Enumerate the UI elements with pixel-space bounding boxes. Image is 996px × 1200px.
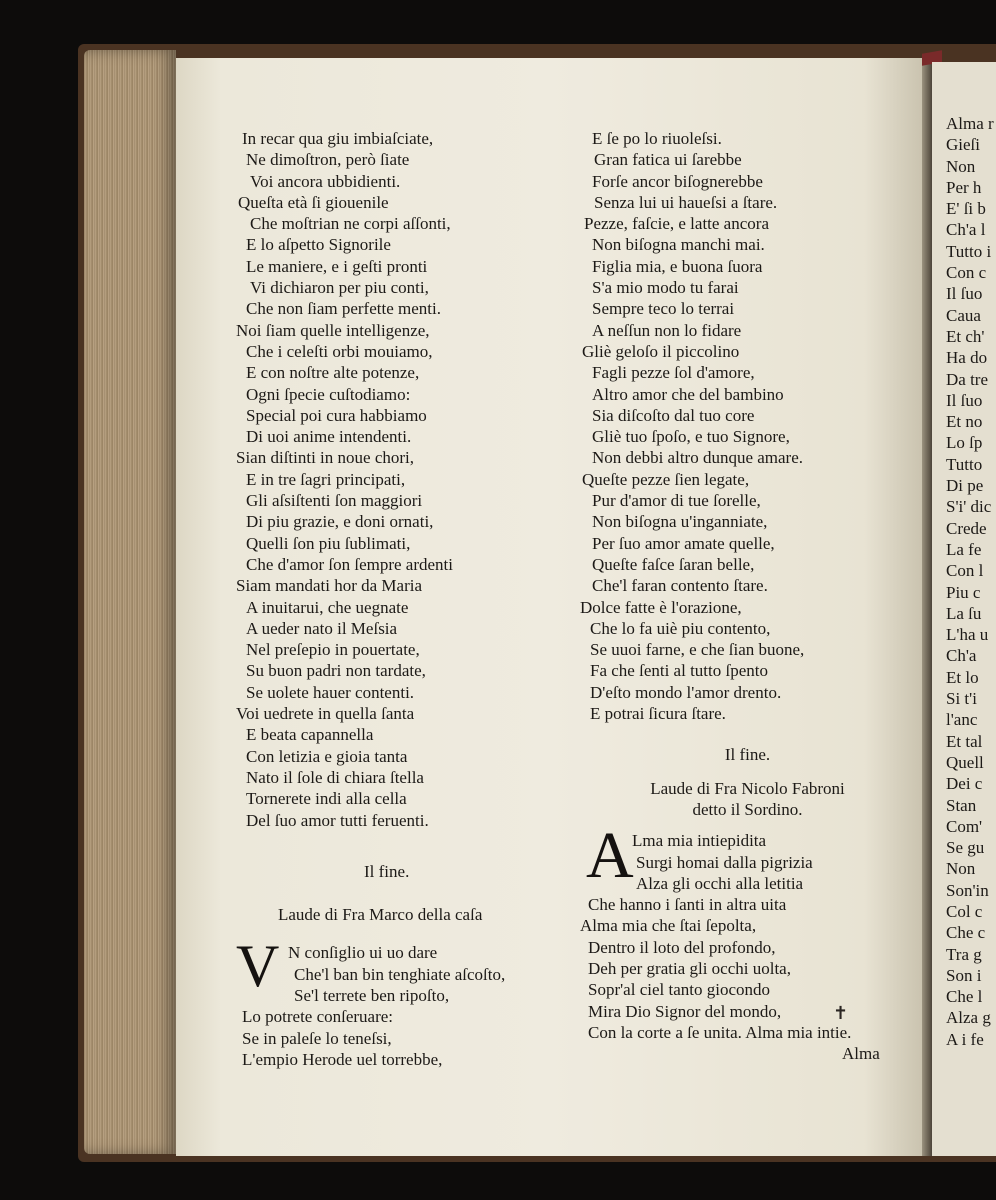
verse-line: Tutto i [946,241,992,261]
verse-line: E ſe po lo riuoleſsi. [592,129,722,148]
verse-line: Se gu [946,838,985,858]
left-heading: Laude di Fra Marco della caſa [278,905,483,925]
verse-line: Se in paleſe lo teneſsi, [242,1028,392,1048]
verse-line: E potrai ſicura ſtare. [590,704,726,724]
verse-line: Il ſuo [946,390,983,410]
verse-line: L'ha u [946,625,989,645]
verse-line: Non debbi altro dunque amare. [592,448,804,468]
verse-line: Sian diſtinti in noue chori, [236,448,415,468]
right-heading-line2: detto il Sordino. [692,799,803,819]
verse-line: Se'l terrete ben ripoſto, [294,985,450,1005]
right-column [580,128,915,1064]
verse-line: Che lo fa uiè piu contento, [590,618,771,638]
verse-line: Ch'a [946,646,977,666]
verse-line: Se uolete hauer contenti. [246,682,415,702]
verse-line: E beata capannella [246,725,374,745]
verse-line: Gliè tuo ſpoſo, e tuo Signore, [592,427,790,447]
left-verse-block [236,128,566,831]
left-dropcap-block [236,933,566,1070]
verse-line: Nato il ſole di chiara ſtella [246,767,424,787]
verse-line: N conſiglio ui uo dare [288,943,438,963]
verse-line: Senza lui ui haueſsi a ſtare. [594,192,778,212]
verse-line: Non biſogna manchi mai. [592,235,765,255]
verse-line: Noi ſiam quelle intelligenze, [236,320,430,340]
verse-line: Dentro il loto del profondo, [588,937,776,957]
verse-line: Stan [946,795,977,815]
verse-line: Col c [946,901,983,921]
verse-line: Che non ſiam perfette menti. [246,299,441,319]
verse-line: Con l [946,561,984,581]
verse-line: Altro amor che del bambino [592,384,784,404]
verse-line: Su buon padri non tardate, [246,661,426,681]
verse-line: Le maniere, e i geſti pronti [246,256,428,276]
verse-line: Lo ſp [946,433,983,453]
verse-line: Che l [946,987,983,1007]
verse-line: Voi uedrete in quella ſanta [236,704,415,724]
verse-line: Con c [946,263,987,283]
verse-line: Alma mia che ſtai ſepolta, [580,916,757,936]
left-dropcap: V [236,933,280,1000]
verse-line: Ha do [946,348,988,368]
verse-line: Di pe [946,476,984,496]
verse-line: Del ſuo amor tutti feruenti. [246,810,429,830]
verse-line: Che i celeſti orbi mouiamo, [246,341,433,361]
right-heading-line1: Laude di Fra Nicolo Fabroni [650,778,845,798]
verse-line: A i fe [946,1029,984,1049]
verse-line: Surgi homai dalla pigrizia [636,852,813,872]
right-verse-block [580,128,915,724]
verse-line: Son'in [946,880,989,900]
verse-line: Com' [946,816,983,836]
verse-line: Quelli ſon piu ſublimati, [246,533,411,553]
verse-line: Tutto [946,454,983,474]
verse-line: Lma mia intiepidita [632,831,767,851]
verse-line: Pezze, faſcie, e latte ancora [584,214,769,234]
verse-line: L'empio Herode uel torrebbe, [242,1049,443,1069]
verse-line: Gli aſsiſtenti ſon maggiori [246,491,423,511]
verse-line: Si t'i [946,689,977,709]
verse-line: Queſte pezze ſien legate, [582,469,750,489]
verse-line: Lo potrete conſeruare: [242,1007,394,1027]
verse-line: Alma r [946,114,994,133]
verse-line: Sopr'al ciel tanto giocondo [588,980,770,1000]
right-dropcap: A [586,819,634,893]
verse-line: Con la corte a ſe unita. Alma mia intie. [588,1022,852,1042]
verse-line: S'a mio modo tu farai [592,278,739,298]
verse-line: Siam mandati hor da Maria [236,576,423,596]
verse-line: La ſu [946,603,982,623]
verse-line: Di piu grazie, e doni ornati, [246,512,434,532]
verse-line: Queſte faſce ſaran belle, [592,554,755,574]
verse-line: Figlia mia, e buona ſuora [592,256,763,276]
verse-line: A inuitarui, che uegnate [246,597,409,617]
verse-line: Tornerete indi alla cella [246,789,407,809]
verse-line: Che hanno i ſanti in altra uita [588,895,787,915]
verse-line: Dei c [946,774,983,794]
verse-line: Mira Dio Signor del mondo, [588,1001,782,1021]
cross-mark: ✝ [833,1003,849,1024]
next-page-text [946,113,994,1050]
verse-line: Gliè geloſo il piccolino [582,341,740,361]
verse-line: La fe [946,539,982,559]
verse-line: A neſſun non lo fidare [592,320,742,340]
verse-line: Alza gli occhi alla letitia [636,873,804,893]
verse-line: Et no [946,412,983,432]
catchword: Alma [842,1044,880,1064]
verse-line: Non [946,156,976,176]
verse-line: Dolce fatte è l'orazione, [580,597,742,617]
left-fine: Il fine. [364,861,410,881]
verse-line: Forſe ancor biſognerebbe [592,171,763,191]
verse-line: Per ſuo amor amate quelle, [592,533,775,553]
verse-line: Non biſogna u'inganniate, [592,512,768,532]
verse-line: D'eſto mondo l'amor drento. [590,682,782,702]
page-edges [84,50,176,1154]
verse-line: Da tre [946,369,989,389]
verse-line: Nel preſepio in pouertate, [246,640,420,660]
verse-line: A ueder nato il Meſsia [246,618,398,638]
verse-line: Gran fatica ui ſarebbe [594,150,742,170]
left-column [236,128,566,1070]
right-poem-lines [580,894,915,1043]
verse-line: Sempre teco lo terrai [592,299,735,319]
verse-line: Fagli pezze ſol d'amore, [592,363,755,383]
verse-line: Alza g [946,1008,991,1028]
verse-line: Crede [946,518,987,538]
verse-line: Fa che ſenti al tutto ſpento [590,661,768,681]
verse-line: Pur d'amor di tue ſorelle, [592,491,761,511]
verse-line: Son i [946,965,982,985]
verse-line: Et tal [946,731,983,751]
verse-line: Queſta età ſi giouenile [238,192,389,212]
verse-line: Che c [946,923,986,943]
right-dropcap-block [580,819,915,1043]
verse-line: Che'l faran contento ſtare. [592,576,768,596]
verse-line: Con letizia e gioia tanta [246,746,408,766]
verse-line: Ne dimoſtron, però ſiate [246,150,410,170]
left-poem-lines [236,942,566,1070]
verse-line: Deh per gratia gli occhi uolta, [588,958,791,978]
verse-line: Ogni ſpecie cuſtodiamo: [246,384,411,404]
book-page-right [932,62,996,1156]
verse-line: Se uuoi farne, e che ſian buone, [590,640,805,660]
verse-line: Voi ancora ubbidienti. [250,171,401,191]
verse-line: Di uoi anime intendenti. [246,427,412,447]
verse-line: Che moſtrian ne corpi aſſonti, [250,214,451,234]
verse-line: Non [946,859,976,879]
verse-line: Vi dichiaron per piu conti, [250,278,429,298]
verse-line: E con noſtre alte potenze, [246,363,420,383]
verse-line: Ch'a l [946,220,986,240]
verse-line: In recar qua giu imbiaſciate, [242,129,434,148]
verse-line: E lo aſpetto Signorile [246,235,391,255]
verse-line: Che d'amor ſon ſempre ardenti [246,554,453,574]
verse-line: Special poi cura habbiamo [246,405,427,425]
verse-line: l'anc [946,710,978,730]
verse-line: Il ſuo [946,284,983,304]
verse-line: Gieſi [946,135,980,155]
verse-line: Tra g [946,944,982,964]
verse-line: Piu c [946,582,981,602]
verse-line: Et lo [946,667,979,687]
verse-line: Sia diſcoſto dal tuo core [592,405,755,425]
verse-line: Caua [946,305,981,325]
verse-line: Che'l ban bin tenghiate aſcoſto, [294,964,506,984]
right-fine: Il fine. [724,745,771,765]
verse-line: Et ch' [946,326,985,346]
verse-line: Quell [946,752,984,772]
verse-line: Per h [946,177,982,197]
verse-line: S'i' dic [946,497,992,517]
verse-line: E in tre ſagri principati, [246,469,406,489]
verse-line: E' ſi b [946,199,986,219]
